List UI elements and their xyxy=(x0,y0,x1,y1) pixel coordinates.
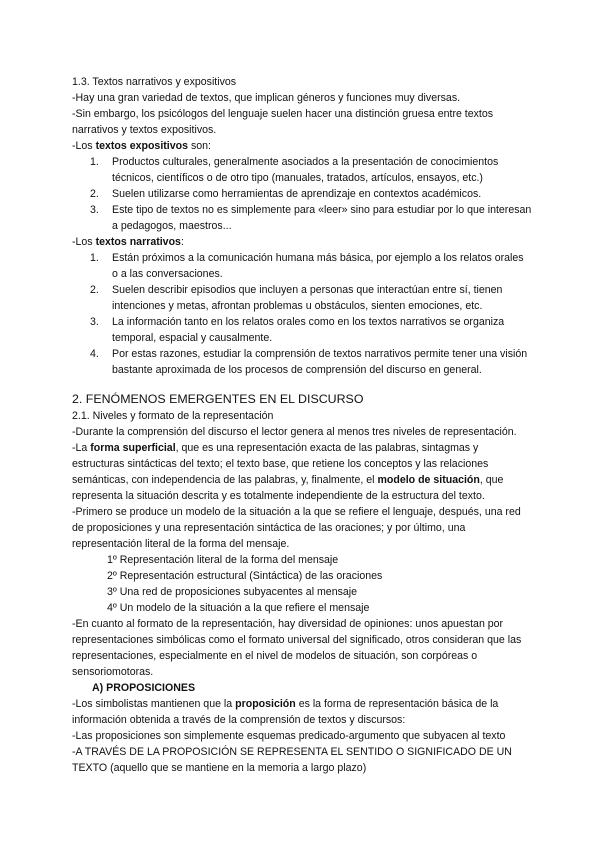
bold-term: forma superficial xyxy=(90,442,176,454)
paragraph: -Sin embargo, los psicólogos del lenguaje suelen hacer una distinción gruesa entre textos narrativos y textos expositivos. xyxy=(72,108,494,136)
representation-step: 4º Un modelo de la situación a la que refiere el mensaje xyxy=(107,602,370,614)
list-item: 2. Suelen utilizarse como herramientas de aprendizaje en contextos académicos. xyxy=(90,188,482,200)
paragraph: -En cuanto al formato de la representación, hay diversidad de opiniones: unos apuestan por representaciones simbólicas como el formato universal del significado, otros consideran que las representaciones, especialmente en el nivel de modelos de situación, son corpóreas o sensoriomotoras. xyxy=(72,618,522,678)
list-item: 3. La información tanto en los relatos orales como en los textos narrativos se organiza temporal, espacial y causalmente. xyxy=(90,316,505,344)
list-item: 2. Suelen describir episodios que incluyen a personas que interactúan entre sí, tienen intenciones y metas, afrontan problemas u obstáculos, sienten emociones, etc. xyxy=(90,284,503,312)
list-item: 1. Están próximos a la comunicación humana más básica, por ejemplo a los relatos orales o a las conversaciones. xyxy=(90,252,524,280)
list-item: 1. Productos culturales, generalmente asociados a la presentación de conocimientos técnicos, científicos o de otro tipo (manuales, tratados, artículos, ensayos, etc.) xyxy=(90,156,499,184)
subheading-proposiciones: A) PROPOSICIONES xyxy=(92,682,196,694)
paragraph: -Durante la comprensión del discurso el lector genera al menos tres niveles de representación. xyxy=(72,426,517,438)
paragraph: -La forma superficial, que es una representación exacta de las palabras, sintagmas y estructuras sintácticas del texto; el texto base, que retiene los conceptos y las relaciones semánticas, con independencia de las palabras, y, finalmente, el modelo de situación, que representa la situación descrita y es totalmente independiente de la estructura del texto. xyxy=(72,442,504,502)
section-heading: 2. FENÓMENOS EMERGENTES EN EL DISCURSO xyxy=(72,392,364,406)
list-intro-expositivos: -Los textos expositivos son: xyxy=(72,140,211,152)
list-item: 3. Este tipo de textos no es simplemente para «leer» sino para estudiar por lo que interesan a pedagogos, maestros... xyxy=(90,204,532,232)
paragraph: -Los simbolistas mantienen que la proposición es la forma de representación básica de la información obtenida a través de la comprensión de textos y discursos: xyxy=(72,698,499,726)
representation-step: 1º Representación literal de la forma del mensaje xyxy=(107,554,339,566)
representation-step: 2º Representación estructural (Sintáctica) de las oraciones xyxy=(107,570,383,582)
paragraph: -Hay una gran variedad de textos, que implican géneros y funciones muy diversas. xyxy=(72,92,461,104)
paragraph: -Las proposiciones son simplemente esquemas predicado-argumento que subyacen al texto xyxy=(72,730,506,742)
bold-term: textos narrativos xyxy=(95,236,181,248)
bold-term: modelo de situación xyxy=(377,474,480,486)
paragraph: -Primero se produce un modelo de la situación a la que se refiere el lenguaje, después, una red de proposiciones y una representación sintáctica de las oraciones; y por último, una representación literal de la forma del mensaje. xyxy=(72,506,521,550)
section-title: 1.3. Textos narrativos y expositivos xyxy=(72,76,237,88)
bold-term: textos expositivos xyxy=(95,140,188,152)
document-page xyxy=(72,74,532,776)
paragraph: -A TRAVÉS DE LA PROPOSICIÓN SE REPRESENTA EL SENTIDO O SIGNIFICADO DE UN TEXTO (aquello que se mantiene en la memoria a largo plazo) xyxy=(72,746,512,774)
expositivos-list xyxy=(72,154,532,234)
list-item: 4. Por estas razones, estudiar la comprensión de textos narrativos permite tener una visión bastante aproximada de los procesos de comprensión del discurso en general. xyxy=(90,348,528,376)
representation-step: 3º Una red de proposiciones subyacentes al mensaje xyxy=(107,586,358,598)
subsection-title: 2.1. Niveles y formato de la representación xyxy=(72,410,274,422)
bold-term: proposición xyxy=(235,698,296,710)
narrativos-list xyxy=(72,250,532,378)
list-intro-narrativos: -Los textos narrativos: xyxy=(72,236,184,248)
